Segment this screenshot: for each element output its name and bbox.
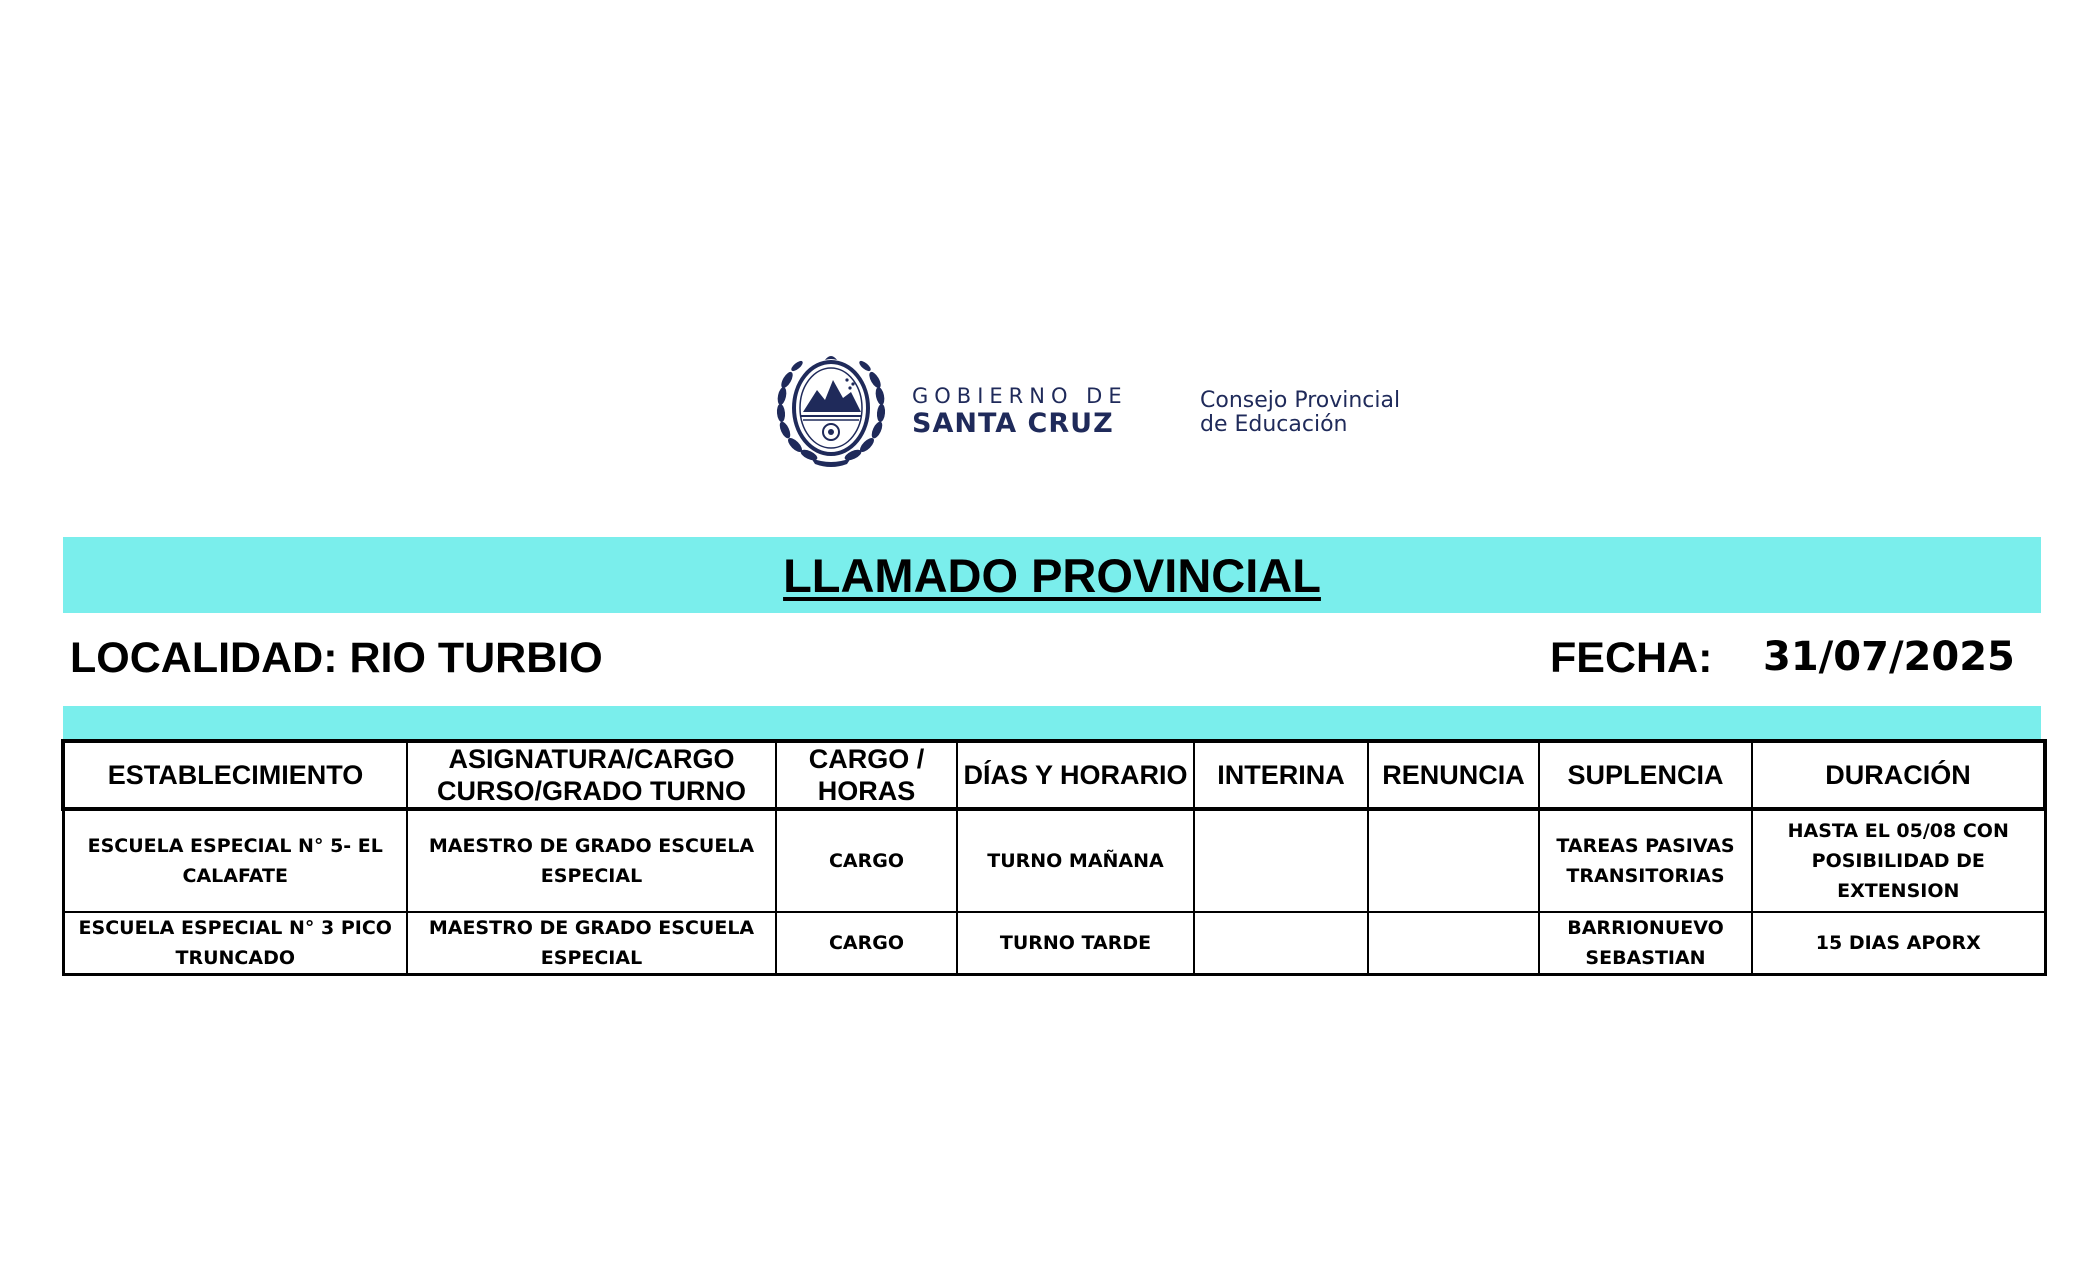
cell-interina — [1194, 809, 1368, 912]
government-name — [912, 384, 1128, 440]
header-duracion: DURACIÓN — [1752, 741, 2045, 809]
header-establecimiento: ESTABLECIMIENTO — [63, 741, 407, 809]
localidad: LOCALIDAD: RIO TURBIO — [70, 634, 603, 682]
fecha-label: FECHA: — [1550, 634, 1713, 682]
header-logo — [775, 350, 1495, 470]
header-dias-horario: DÍAS Y HORARIO — [957, 741, 1194, 809]
cell-dias-horario: TURNO MAÑANA — [957, 809, 1194, 912]
header-renuncia: RENUNCIA — [1368, 741, 1539, 809]
table-row — [63, 809, 2045, 912]
council-name — [1200, 389, 1400, 437]
cell-establecimiento: ESCUELA ESPECIAL N° 3 PICO TRUNCADO — [63, 912, 407, 975]
cpe-line1: Consejo Provincial — [1200, 388, 1401, 413]
gov-line1: GOBIERNO DE — [912, 384, 1128, 408]
header-asignatura: ASIGNATURA/CARGO CURSO/GRADO TURNO — [407, 741, 776, 809]
title-bar — [63, 537, 2041, 613]
cell-asignatura: MAESTRO DE GRADO ESCUELA ESPECIAL — [407, 912, 776, 975]
cell-suplencia: TAREAS PASIVAS TRANSITORIAS — [1539, 809, 1752, 912]
cell-asignatura: MAESTRO DE GRADO ESCUELA ESPECIAL — [407, 809, 776, 912]
table-top-strip — [63, 706, 2041, 740]
header-interina: INTERINA — [1194, 741, 1368, 809]
cell-duracion: 15 DIAS APORX — [1752, 912, 2045, 975]
header-cargo-horas: CARGO / HORAS — [776, 741, 957, 809]
cell-renuncia — [1368, 809, 1539, 912]
gov-line2: SANTA CRUZ — [912, 408, 1114, 439]
cell-duracion: HASTA EL 05/08 CON POSIBILIDAD DE EXTENSION — [1752, 809, 2045, 912]
cell-dias-horario: TURNO TARDE — [957, 912, 1194, 975]
cpe-line2: de Educación — [1200, 412, 1348, 437]
santa-cruz-seal-icon — [775, 350, 887, 468]
fecha-value: 31/07/2025 — [1763, 634, 2015, 680]
cell-renuncia — [1368, 912, 1539, 975]
cell-cargo-horas: CARGO — [776, 809, 957, 912]
table-header-row — [63, 741, 2045, 809]
table-row — [63, 912, 2045, 975]
header-suplencia: SUPLENCIA — [1539, 741, 1752, 809]
table — [61, 739, 2047, 976]
cell-interina — [1194, 912, 1368, 975]
page-title: LLAMADO PROVINCIAL — [783, 548, 1321, 602]
cell-suplencia: BARRIONUEVO SEBASTIAN — [1539, 912, 1752, 975]
cell-establecimiento: ESCUELA ESPECIAL N° 5- EL CALAFATE — [63, 809, 407, 912]
cell-cargo-horas: CARGO — [776, 912, 957, 975]
vacancies-table — [61, 739, 2043, 976]
